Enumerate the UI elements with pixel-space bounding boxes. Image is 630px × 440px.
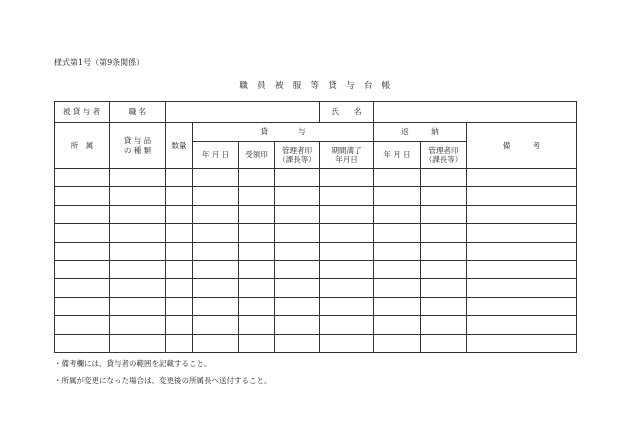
ledger-cell[interactable] [193,169,239,187]
ledger-cell[interactable] [193,187,239,205]
ledger-cell[interactable] [467,224,577,242]
ledger-cell[interactable] [467,297,577,315]
ledger-cell[interactable] [374,334,421,352]
table-row [55,205,577,223]
ledger-cell[interactable] [467,334,577,352]
ledger-cell[interactable] [374,316,421,334]
col-lend-group: 貸 与 [193,123,374,142]
ledger-cell[interactable] [275,297,320,315]
ledger-cell[interactable] [320,260,374,278]
ledger-cell[interactable] [55,205,110,223]
ledger-body [55,169,577,353]
ledger-cell[interactable] [467,316,577,334]
ledger-cell[interactable] [55,187,110,205]
ledger-cell[interactable] [320,187,374,205]
col-remarks: 備 考 [467,123,577,169]
ledger-table [54,101,577,353]
ledger-cell[interactable] [374,187,421,205]
ledger-cell[interactable] [421,242,467,260]
ledger-cell[interactable] [110,187,166,205]
name-value[interactable] [374,102,577,123]
col-return-group: 返 納 [374,123,467,142]
name-label: 氏 名 [320,102,374,123]
ledger-cell[interactable] [374,242,421,260]
ledger-cell[interactable] [166,260,193,278]
table-row [55,334,577,352]
table-row [55,169,577,187]
ledger-cell[interactable] [275,224,320,242]
ledger-cell[interactable] [239,242,275,260]
ledger-cell[interactable] [193,297,239,315]
ledger-cell[interactable] [110,224,166,242]
borrower-row [55,102,577,123]
header-row-1 [55,123,577,142]
ledger-cell[interactable] [239,279,275,297]
ledger-cell[interactable] [239,334,275,352]
col-return-date: 年 月 日 [374,142,421,169]
ledger-cell[interactable] [467,242,577,260]
ledger-cell[interactable] [320,279,374,297]
ledger-cell[interactable] [374,169,421,187]
ledger-cell[interactable] [55,279,110,297]
ledger-cell[interactable] [55,297,110,315]
ledger-cell[interactable] [166,316,193,334]
table-row [55,242,577,260]
ledger-cell[interactable] [193,242,239,260]
ledger-cell[interactable] [239,187,275,205]
ledger-cell[interactable] [421,205,467,223]
ledger-cell[interactable] [320,224,374,242]
ledger-cell[interactable] [421,169,467,187]
ledger-cell[interactable] [374,297,421,315]
ledger-cell[interactable] [166,205,193,223]
ledger-cell[interactable] [110,260,166,278]
col-quantity: 数量 [166,123,193,169]
table-row [55,316,577,334]
ledger-cell[interactable] [193,316,239,334]
ledger-cell[interactable] [193,334,239,352]
ledger-cell[interactable] [467,205,577,223]
ledger-cell[interactable] [467,279,577,297]
ledger-cell[interactable] [110,334,166,352]
ledger-cell[interactable] [320,242,374,260]
ledger-cell[interactable] [275,279,320,297]
ledger-cell[interactable] [467,169,577,187]
ledger-cell[interactable] [421,260,467,278]
ledger-cell[interactable] [275,334,320,352]
col-period-end: 期間満了 年月日 [320,142,374,169]
form-number: 様式第1号（第9条関係） [54,58,145,67]
ledger-cell[interactable] [421,279,467,297]
ledger-cell[interactable] [110,205,166,223]
ledger-cell[interactable] [193,279,239,297]
ledger-cell[interactable] [239,224,275,242]
post-value[interactable] [166,102,320,123]
ledger-cell[interactable] [374,205,421,223]
ledger-cell[interactable] [55,224,110,242]
table-row [55,187,577,205]
ledger-cell[interactable] [110,297,166,315]
ledger-cell[interactable] [110,316,166,334]
borrower-label: 被 貸 与 者 [55,102,110,123]
note-line: ・備考欄には、貸与者の範囲を記載すること。 [54,359,212,368]
ledger-cell[interactable] [275,316,320,334]
table-row [55,279,577,297]
col-item-type: 貸 与 品 の 種 類 [110,123,166,169]
table-row [55,297,577,315]
ledger-cell[interactable] [374,260,421,278]
ledger-cell[interactable] [166,242,193,260]
ledger-cell[interactable] [275,205,320,223]
col-lend-manager-seal: 管理者印 （課長等） [275,142,320,169]
ledger-cell[interactable] [55,316,110,334]
col-return-manager-seal: 管理者印 （課長等） [421,142,467,169]
ledger-cell[interactable] [467,260,577,278]
col-receipt-seal: 受領印 [239,142,275,169]
ledger-cell[interactable] [275,242,320,260]
ledger-cell[interactable] [421,224,467,242]
ledger-cell[interactable] [239,316,275,334]
ledger-cell[interactable] [110,242,166,260]
col-department: 所 属 [55,123,110,169]
ledger-cell[interactable] [320,297,374,315]
ledger-cell[interactable] [166,224,193,242]
ledger-cell[interactable] [374,279,421,297]
table-row [55,224,577,242]
ledger-cell[interactable] [275,169,320,187]
document-title: 職 員 被 服 等 貸 与 台 帳 [239,81,391,91]
ledger-cell[interactable] [166,169,193,187]
ledger-cell[interactable] [55,334,110,352]
ledger-cell[interactable] [239,260,275,278]
ledger-cell[interactable] [239,169,275,187]
ledger-cell[interactable] [421,297,467,315]
ledger-cell[interactable] [55,242,110,260]
post-label: 職 名 [110,102,166,123]
ledger-cell[interactable] [55,260,110,278]
ledger-cell[interactable] [166,279,193,297]
ledger-cell[interactable] [166,187,193,205]
ledger-cell[interactable] [275,187,320,205]
ledger-cell[interactable] [421,334,467,352]
ledger-cell[interactable] [467,187,577,205]
ledger-cell[interactable] [239,205,275,223]
ledger-cell[interactable] [374,224,421,242]
ledger-cell[interactable] [421,187,467,205]
ledger-cell[interactable] [320,334,374,352]
ledger-cell[interactable] [239,297,275,315]
ledger-cell[interactable] [320,169,374,187]
ledger-cell[interactable] [320,316,374,334]
ledger-cell[interactable] [55,169,110,187]
ledger-cell[interactable] [193,260,239,278]
table-row [55,260,577,278]
ledger-cell[interactable] [421,316,467,334]
note-line: ・所属が変更になった場合は、変更後の所属長へ送付すること。 [54,376,272,385]
ledger-cell[interactable] [166,334,193,352]
ledger-cell[interactable] [193,205,239,223]
notes [54,355,272,389]
ledger-cell[interactable] [193,224,239,242]
col-lend-date: 年 月 日 [193,142,239,169]
ledger-cell[interactable] [110,169,166,187]
ledger-cell[interactable] [275,260,320,278]
ledger-cell[interactable] [320,205,374,223]
ledger-cell[interactable] [110,279,166,297]
ledger-cell[interactable] [166,297,193,315]
